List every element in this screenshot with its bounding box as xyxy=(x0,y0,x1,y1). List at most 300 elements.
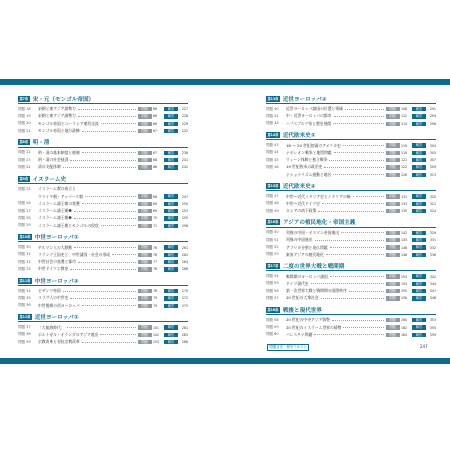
leader-dots xyxy=(74,211,136,212)
leader-dots xyxy=(333,123,383,124)
contents-row[interactable] xyxy=(18,215,188,222)
leader-dots xyxy=(82,131,136,132)
contents-row[interactable] xyxy=(18,339,188,346)
problem-badge: 問題 xyxy=(138,267,152,271)
chapter-tag: 第13章 xyxy=(267,96,279,101)
problem-badge: 問題 xyxy=(138,245,152,249)
problem-title: スラヴ人の中世史 xyxy=(38,295,69,301)
answer-badge: 解答 xyxy=(412,151,426,155)
problem-title: 列強の中国・オスマン帝国進出 xyxy=(286,229,340,235)
chapter-header xyxy=(266,218,436,228)
problem-number: 問題 35 xyxy=(18,295,31,300)
problem-number: 問題 18 xyxy=(18,106,31,111)
contents-row[interactable] xyxy=(266,171,436,178)
chapter-header xyxy=(266,305,436,315)
answer-page: 275 xyxy=(181,303,188,308)
contents-row[interactable] xyxy=(266,244,436,251)
chapter-title: アジアの植民地化・帝国主義 xyxy=(282,220,356,227)
problem-page: 67 xyxy=(153,129,158,134)
contents-row[interactable] xyxy=(18,127,188,134)
problem-page: 78 xyxy=(153,289,158,294)
problem-page: 101 xyxy=(153,325,160,330)
problem-number: 問題 51 xyxy=(266,237,279,242)
answer-page: 355 xyxy=(429,325,436,330)
problem-title: 中世～近代ドイツ史 xyxy=(286,200,320,206)
chapter-tag: 第8章 xyxy=(19,140,29,145)
chapter-section xyxy=(266,94,436,127)
contents-row[interactable] xyxy=(18,258,188,265)
problem-badge: 問題 xyxy=(386,151,400,155)
problem-page: 162 xyxy=(401,325,408,330)
problem-title: ナショナリズム運動と地名 xyxy=(286,171,332,177)
problem-title: イスラーム諸王朝とモンゴルの侵攻 xyxy=(38,222,99,228)
problem-page: 108 xyxy=(401,107,408,112)
problem-page: 119 xyxy=(401,150,408,155)
problem-page: 69 xyxy=(153,201,158,206)
problem-number: 問題 47 xyxy=(266,194,279,199)
answer-badge: 解答 xyxy=(164,296,178,300)
problem-number: 問題 49 xyxy=(266,208,279,213)
answer-page: 324 xyxy=(429,209,436,214)
chapter-title: イスラーム史 xyxy=(32,176,67,183)
answer-page: 247 xyxy=(181,194,188,199)
chapter-tag: 第7章 xyxy=(19,96,29,101)
answer-badge: 解答 xyxy=(164,333,178,337)
contents-row[interactable] xyxy=(266,237,436,244)
problem-title: ナポレオン戦争と地図問題 xyxy=(286,149,332,155)
contents-row[interactable] xyxy=(18,149,188,156)
leader-dots xyxy=(332,320,384,321)
answer-page: 253 xyxy=(181,209,188,214)
contents-row[interactable] xyxy=(266,149,436,156)
chapter-tag: 第11章 xyxy=(19,278,31,283)
chapter-tag: 第16章 xyxy=(267,220,279,225)
chapter-section xyxy=(266,261,436,302)
problem-number: 問題 34 xyxy=(18,288,31,293)
problem-number: 問題 25 xyxy=(18,186,31,191)
leader-dots xyxy=(78,116,136,117)
answer-page: 321 xyxy=(429,201,436,206)
problem-page: 66 xyxy=(153,107,158,112)
problem-badge: 問題 xyxy=(386,122,400,126)
problem-page: 76 xyxy=(153,245,158,250)
problem-badge: 問題 xyxy=(138,216,152,220)
problem-title: 近世ヨーロッパ諸国の位置と領域 xyxy=(286,106,343,112)
problem-title: 18 ～ 20 世紀初頭のアメリカ史 xyxy=(286,142,341,148)
problem-title: 宋朝と東アジア諸勢力 xyxy=(38,113,76,119)
answer-page: 262 xyxy=(181,252,188,257)
contents-row[interactable] xyxy=(18,156,188,163)
contents-row[interactable] xyxy=(266,251,436,258)
chapter-section xyxy=(266,218,436,259)
leader-dots xyxy=(326,254,384,255)
contents-row[interactable] xyxy=(18,207,188,214)
contents-page xyxy=(0,94,450,350)
answer-badge: 解答 xyxy=(164,260,178,264)
contents-row[interactable] xyxy=(266,142,436,149)
problem-title: 中世～近代イタリア史とイタリアの統一 xyxy=(286,193,355,199)
right-column xyxy=(266,94,436,342)
answer-badge: 解答 xyxy=(412,209,426,213)
leader-dots xyxy=(334,152,384,153)
problem-page: 153 xyxy=(401,274,408,279)
chapter-section xyxy=(18,276,188,309)
leader-dots xyxy=(341,232,383,233)
contents-row[interactable] xyxy=(18,222,188,229)
contents-row[interactable] xyxy=(18,266,188,273)
problem-page: 77 xyxy=(153,260,158,265)
problem-number: 問題 33 xyxy=(18,266,31,271)
problem-title: モンゴル帝国と地方政権 xyxy=(38,128,80,134)
contents-row[interactable] xyxy=(266,193,436,200)
leader-dots xyxy=(78,109,136,110)
leader-dots xyxy=(324,167,383,168)
contents-row[interactable] xyxy=(266,280,436,287)
answer-page: 332 xyxy=(429,245,436,250)
answer-badge: 解答 xyxy=(164,253,178,257)
contents-row[interactable] xyxy=(18,106,188,113)
answer-badge: 解答 xyxy=(164,114,178,118)
leader-dots xyxy=(315,240,384,241)
contents-row[interactable] xyxy=(266,120,436,127)
leader-dots xyxy=(329,160,383,161)
contents-row[interactable] xyxy=(18,113,188,120)
answer-badge: 解答 xyxy=(412,318,426,322)
problem-page: 70 xyxy=(153,216,158,221)
problem-page: 126 xyxy=(401,172,408,177)
answer-badge: 解答 xyxy=(412,143,426,147)
problem-title: ハプスブルク家と歴史展開 xyxy=(286,120,332,126)
problem-title: ウマイヤ朝・アッバース朝 xyxy=(38,193,84,199)
chapter-header xyxy=(266,130,436,140)
problem-number: 問題 55 xyxy=(266,281,279,286)
answer-page: 294 xyxy=(429,114,436,119)
problem-title: 宗教改革と対抗宗教改革 xyxy=(38,339,80,345)
problem-badge: 問題 xyxy=(138,296,152,300)
leader-dots xyxy=(70,269,135,270)
problem-badge: 問題 xyxy=(386,173,400,177)
leader-dots xyxy=(82,342,136,343)
problem-title: 中世ドイツと教皇 xyxy=(38,266,69,272)
contents-row[interactable] xyxy=(18,302,188,309)
leader-dots xyxy=(311,283,384,284)
page-number: 247 xyxy=(420,344,428,349)
left-column xyxy=(18,94,188,349)
leader-dots xyxy=(82,305,136,306)
chapter-title: 近世ヨーロッパ① xyxy=(34,314,79,321)
chapter-title: 近代欧米史① xyxy=(282,132,316,139)
contents-row[interactable] xyxy=(266,106,436,113)
contents-row[interactable] xyxy=(266,156,436,163)
problem-title: イスラーム諸王朝の変遷 xyxy=(38,200,80,206)
answer-badge: 解答 xyxy=(164,158,178,162)
leader-dots xyxy=(314,334,383,335)
contents-row[interactable] xyxy=(266,331,436,338)
problem-number: 問題 52 xyxy=(266,245,279,249)
problem-badge: 問題 xyxy=(138,114,152,118)
problem-number: 問題 44 xyxy=(266,150,279,155)
leader-dots xyxy=(63,167,136,168)
problem-badge: 問題 xyxy=(138,194,152,198)
answer-badge: 解答 xyxy=(164,129,178,133)
answer-page: 283 xyxy=(181,332,188,337)
answer-page: 344 xyxy=(429,281,436,286)
contents-row[interactable] xyxy=(18,193,188,200)
answer-page: 286 xyxy=(181,340,188,345)
leader-dots xyxy=(82,152,136,153)
problem-number: 問題 58 xyxy=(266,317,279,322)
leader-dots xyxy=(345,109,384,110)
answer-page: 320 xyxy=(429,194,436,199)
answer-page: 309 xyxy=(429,165,436,170)
contents-row[interactable] xyxy=(18,200,188,207)
problem-number: 問題 56 xyxy=(266,288,279,293)
chapter-header xyxy=(266,261,436,271)
chapter-tag: 第12章 xyxy=(19,314,31,319)
problem-badge: 問題 xyxy=(138,209,152,213)
problem-page: 131 xyxy=(401,194,408,199)
problem-badge: 問題 xyxy=(386,318,400,322)
answer-badge: 解答 xyxy=(412,231,426,235)
answer-page: 353 xyxy=(429,318,436,323)
chapter-tag: 第9章 xyxy=(19,176,29,181)
problem-number: 問題 48 xyxy=(266,201,279,206)
problem-number: 問題 21 xyxy=(18,128,31,133)
answer-page: 255 xyxy=(181,216,188,221)
problem-number: 問題 43 xyxy=(266,143,279,148)
leader-dots xyxy=(70,160,135,161)
contents-row[interactable] xyxy=(18,251,188,258)
leader-dots xyxy=(318,211,383,212)
answer-page: 347 xyxy=(429,289,436,294)
problem-title: フランク王国史と、中世諸国・社会の形成 xyxy=(38,251,111,257)
contents-row[interactable] xyxy=(18,244,188,251)
answer-page: 250 xyxy=(181,201,188,206)
chapter-tag: 第10章 xyxy=(19,234,31,239)
chapter-tag: 第17章 xyxy=(267,263,279,268)
problem-title: 東南アジアの植民地化 xyxy=(286,251,324,257)
answer-page: 342 xyxy=(429,274,436,279)
answer-page: 336 xyxy=(429,252,436,257)
problem-badge: 問題 xyxy=(386,114,400,118)
problem-number: 問題 53 xyxy=(266,252,279,257)
problem-page: 135 xyxy=(401,209,408,214)
answer-page: 304 xyxy=(429,143,436,148)
contents-row[interactable] xyxy=(18,295,188,302)
contents-row[interactable] xyxy=(18,324,188,331)
problem-title: モンゴル帝国とユーラシア東西交流 xyxy=(38,120,99,126)
problem-page: 76 xyxy=(153,252,158,257)
bottom-band xyxy=(0,358,450,364)
leader-dots xyxy=(101,123,136,124)
chapter-title: 近世ヨーロッパ② xyxy=(282,96,327,103)
problem-page: 160 xyxy=(401,318,408,323)
answer-badge: 解答 xyxy=(412,194,426,198)
problem-badge: 問題 xyxy=(138,289,152,293)
problem-number: 問題 19 xyxy=(18,113,31,118)
problem-page: 103 xyxy=(153,340,160,345)
leader-dots xyxy=(356,196,383,197)
answer-page: 241 xyxy=(181,158,188,163)
contents-row[interactable] xyxy=(266,317,436,324)
problem-title: イスラーム諸王朝❶ xyxy=(38,208,72,214)
contents-row[interactable] xyxy=(266,229,436,236)
problem-title: 宋朝と東アジア諸勢力 xyxy=(38,106,76,112)
answer-page: 348 xyxy=(429,296,436,301)
answer-page: 264 xyxy=(181,260,188,265)
answer-badge: 解答 xyxy=(412,289,426,293)
answer-badge: 解答 xyxy=(164,194,178,198)
problem-number: 問題 20 xyxy=(18,121,31,126)
problem-number: 問題 40 xyxy=(266,106,279,111)
contents-row[interactable] xyxy=(266,113,436,120)
contents-row[interactable] xyxy=(266,164,436,171)
answer-badge: 解答 xyxy=(164,224,178,228)
leader-dots xyxy=(322,203,384,204)
contents-row[interactable] xyxy=(266,200,436,207)
chapter-header xyxy=(266,181,436,191)
problem-number: 問題 23 xyxy=(18,157,31,162)
problem-number: 問題 54 xyxy=(266,274,279,279)
problem-badge: 問題 xyxy=(386,143,400,147)
problem-number: 問題 29 xyxy=(18,223,31,228)
answer-page: 270 xyxy=(181,289,188,294)
answer-page: 272 xyxy=(181,296,188,301)
answer-badge: 解答 xyxy=(164,304,178,308)
problem-number: 問題 36 xyxy=(18,303,31,308)
problem-page: 79 xyxy=(153,296,158,301)
chapter-title: 明・清 xyxy=(32,140,50,147)
contents-row[interactable] xyxy=(18,120,188,127)
problem-page: 164 xyxy=(401,332,408,337)
chapter-title: 二度の世界大戦と戦間期 xyxy=(282,263,345,270)
answer-badge: 解答 xyxy=(412,253,426,257)
chapter-header xyxy=(18,276,188,286)
problem-title: イスラーム教の成立と xyxy=(38,186,76,192)
answer-page: 296 xyxy=(429,121,436,126)
problem-title: 中世後期の西ヨーロッパ xyxy=(38,302,80,308)
leader-dots xyxy=(100,334,135,335)
leader-dots xyxy=(101,225,136,226)
problem-number: 問題 46 xyxy=(266,164,279,169)
contents-row[interactable] xyxy=(266,324,436,331)
problem-number: 問題 41 xyxy=(266,113,279,118)
answer-badge: 解答 xyxy=(164,165,178,169)
problem-badge: 問題 xyxy=(386,209,400,213)
problem-title: ロシアの南下政策 xyxy=(286,208,317,214)
chapter-header xyxy=(266,94,436,104)
leader-dots xyxy=(63,291,136,292)
problem-title: 20 世紀の大衆社会 xyxy=(286,295,319,301)
problem-number: 問題 57 xyxy=(266,295,279,300)
problem-title: アフリカ分割と英仏問題 xyxy=(286,244,328,250)
chapter-header xyxy=(18,312,188,322)
problem-badge: 問題 xyxy=(386,238,400,242)
contents-row[interactable] xyxy=(266,295,436,302)
leader-dots xyxy=(333,174,383,175)
chapter-tag: 第14章 xyxy=(267,132,279,137)
problem-page: 146 xyxy=(401,245,408,250)
chapter-section xyxy=(266,130,436,178)
contents-row[interactable] xyxy=(266,273,436,280)
contents-row[interactable] xyxy=(18,164,188,171)
leader-dots xyxy=(74,218,136,219)
problem-badge: 問題 xyxy=(386,253,400,257)
chapter-header xyxy=(18,138,188,148)
problem-title: 明・清の基本制度と税制 xyxy=(38,149,80,155)
leader-dots xyxy=(343,145,384,146)
leader-dots xyxy=(334,116,384,117)
chapter-section xyxy=(18,174,188,229)
contents-row[interactable] xyxy=(18,186,188,193)
chapter-section xyxy=(18,94,188,135)
answer-badge: 解答 xyxy=(412,274,426,278)
problem-badge: 問題 xyxy=(138,202,152,206)
problem-title: ドイツ現代史 xyxy=(286,280,309,286)
problem-number: 問題 42 xyxy=(266,121,279,126)
problem-page: 68 xyxy=(153,165,158,170)
problem-badge: 問題 xyxy=(386,165,400,169)
leader-dots xyxy=(78,262,136,263)
chapter-title: 近代欧米史② xyxy=(282,183,316,190)
problem-page: 78 xyxy=(153,267,158,272)
answer-badge: 解答 xyxy=(412,114,426,118)
contents-row[interactable] xyxy=(266,288,436,295)
problem-title: ポルトガル・オランダのアジア進出 xyxy=(38,331,99,337)
answer-page: 242 xyxy=(181,165,188,170)
problem-title: ゲルマン人の大移動 xyxy=(38,244,73,250)
contents-row[interactable] xyxy=(18,331,188,338)
chapter-section xyxy=(18,232,188,273)
problem-page: 119 xyxy=(401,143,408,148)
answer-page: 281 xyxy=(181,325,188,330)
top-band xyxy=(0,79,450,85)
problem-badge: 問題 xyxy=(386,274,400,278)
problem-page: 66 xyxy=(153,121,158,126)
contents-row[interactable] xyxy=(266,207,436,214)
problem-badge: 問題 xyxy=(386,158,400,162)
problem-page: 69 xyxy=(153,209,158,214)
problem-number: 問題 31 xyxy=(18,252,31,257)
problem-page: 71 xyxy=(153,223,158,228)
problem-page: 155 xyxy=(401,289,408,294)
problem-number: 問題 32 xyxy=(18,259,31,264)
answer-page: 261 xyxy=(181,245,188,250)
answer-badge: 解答 xyxy=(164,245,178,249)
problem-title: 中世社会の変遷と都市 xyxy=(38,259,76,265)
leader-dots xyxy=(67,327,136,328)
problem-badge: 問題 xyxy=(138,158,152,162)
problem-title: 20 世紀の中央アジア情勢 xyxy=(286,317,330,323)
problem-badge: 問題 xyxy=(138,224,152,228)
problem-title: ウィーン体制と独立戦争 xyxy=(286,157,328,163)
answer-badge: 解答 xyxy=(164,216,178,220)
answer-page: 229 xyxy=(181,121,188,126)
contents-row[interactable] xyxy=(18,288,188,295)
problem-badge: 問題 xyxy=(386,202,400,206)
problem-page: 133 xyxy=(401,201,408,206)
answer-badge: 解答 xyxy=(412,245,426,249)
chapter-header xyxy=(18,94,188,104)
answer-badge: 解答 xyxy=(412,173,426,177)
problem-number: 問題 37 xyxy=(18,325,31,330)
problem-number: 問題 30 xyxy=(18,245,31,249)
answer-badge: 解答 xyxy=(164,107,178,111)
answer-page: 359 xyxy=(429,332,436,337)
chapter-section xyxy=(266,181,436,214)
problem-badge: 問題 xyxy=(138,340,152,344)
answer-page: 238 xyxy=(181,150,188,155)
